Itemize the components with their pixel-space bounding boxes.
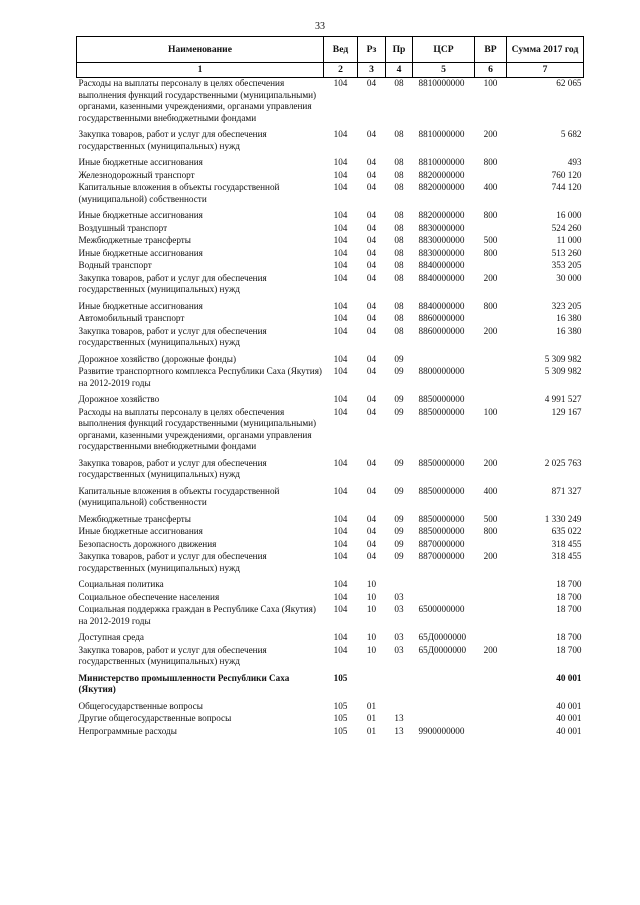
row-rz: 04 bbox=[366, 222, 377, 233]
row-rz: 04 bbox=[366, 169, 377, 180]
row-pr: 03 bbox=[394, 591, 404, 602]
row-rz: 01 bbox=[366, 725, 377, 736]
row-ved: 105 bbox=[333, 672, 348, 683]
row-vr: 400 bbox=[483, 485, 498, 496]
row-rz: 04 bbox=[366, 325, 377, 336]
row-vr: 200 bbox=[483, 272, 498, 283]
page-number: 33 bbox=[315, 21, 325, 32]
row-csr: 6500000000 bbox=[418, 604, 465, 614]
column-number: 2 bbox=[324, 63, 358, 78]
table-row bbox=[77, 407, 584, 458]
row-ved: 104 bbox=[333, 182, 348, 192]
row-pr: 08 bbox=[394, 182, 404, 192]
row-ved: 104 bbox=[333, 591, 348, 602]
row-vr: 400 bbox=[483, 182, 498, 192]
row-name: Закупка товаров, работ и услуг для обеспечения государственных (муниципальных) нужд bbox=[78, 644, 267, 666]
row-name: Дорожное хозяйство (дорожные фонды) bbox=[78, 353, 237, 364]
table-row bbox=[77, 366, 584, 394]
row-pr: 03 bbox=[394, 632, 404, 642]
row-vr: 500 bbox=[483, 513, 498, 524]
row-name: Иные бюджетные ассигнования bbox=[78, 210, 203, 220]
table-row bbox=[77, 604, 584, 632]
row-ved: 104 bbox=[333, 222, 348, 233]
row-pr: 08 bbox=[394, 260, 404, 270]
row-name: Межбюджетные трансферты bbox=[78, 513, 191, 524]
row-ved: 104 bbox=[333, 157, 348, 167]
row-vr bbox=[475, 366, 507, 394]
row-rz: 04 bbox=[366, 485, 377, 496]
row-ved: 104 bbox=[333, 325, 348, 336]
row-name: Непрограммные расходы bbox=[78, 725, 177, 736]
row-name: Доступная среда bbox=[78, 632, 144, 642]
row-vr: 200 bbox=[483, 325, 498, 336]
row-vr bbox=[475, 223, 507, 236]
row-rz: 04 bbox=[366, 235, 377, 245]
row-name: Социальная поддержка граждан в Республике Саха (Якутия) на 2012-2019 годы bbox=[78, 604, 316, 626]
row-pr bbox=[386, 673, 413, 701]
row-ved: 104 bbox=[333, 485, 348, 496]
row-csr: 8810000000 bbox=[418, 129, 465, 139]
row-pr: 08 bbox=[394, 157, 404, 167]
table-row bbox=[77, 182, 584, 210]
row-pr: 09 bbox=[394, 513, 404, 524]
row-name: Другие общегосударственные вопросы bbox=[78, 713, 232, 723]
row-pr: 08 bbox=[394, 272, 404, 283]
table-body bbox=[77, 78, 584, 739]
row-ved: 104 bbox=[333, 210, 348, 220]
row-pr: 03 bbox=[394, 644, 404, 655]
row-rz: 10 bbox=[366, 591, 377, 602]
table-row bbox=[77, 129, 584, 157]
row-ved: 104 bbox=[333, 129, 348, 139]
row-pr: 08 bbox=[394, 169, 404, 180]
header-rz: Рз bbox=[358, 37, 386, 63]
row-vr bbox=[475, 354, 507, 367]
row-rz: 04 bbox=[366, 551, 377, 561]
table-row bbox=[77, 632, 584, 645]
column-number-row bbox=[77, 63, 584, 78]
row-csr: 8830000000 bbox=[418, 247, 465, 258]
row-csr: 8840000000 bbox=[418, 260, 465, 270]
row-ved: 104 bbox=[333, 579, 348, 589]
row-rz: 04 bbox=[366, 300, 377, 311]
row-vr: 100 bbox=[483, 406, 498, 417]
row-vr bbox=[475, 539, 507, 552]
row-csr: 65Д0000000 bbox=[418, 632, 467, 642]
row-sum: 318 455 bbox=[551, 551, 582, 561]
table-row bbox=[77, 313, 584, 326]
row-sum: 18 700 bbox=[556, 604, 582, 614]
row-sum: 524 260 bbox=[551, 222, 582, 233]
row-vr: 100 bbox=[483, 78, 498, 88]
header-vr: ВР bbox=[475, 37, 507, 63]
row-pr: 08 bbox=[394, 78, 404, 88]
row-sum: 18 700 bbox=[556, 644, 582, 655]
row-vr: 200 bbox=[483, 644, 498, 655]
row-name: Капитальные вложения в объекты государственной (муниципальной) собственности bbox=[78, 485, 280, 507]
header-name: Наименование bbox=[77, 37, 324, 63]
row-csr bbox=[413, 701, 475, 714]
table-row bbox=[77, 701, 584, 714]
row-name: Воздушный транспорт bbox=[78, 222, 168, 233]
row-pr: 13 bbox=[394, 725, 404, 736]
row-ved: 104 bbox=[333, 313, 348, 323]
row-ved: 104 bbox=[333, 353, 348, 364]
column-number: 3 bbox=[358, 63, 386, 78]
row-rz: 10 bbox=[366, 579, 377, 589]
row-pr: 13 bbox=[394, 713, 404, 723]
table-row bbox=[77, 170, 584, 183]
row-csr: 8850000000 bbox=[418, 526, 465, 536]
row-csr bbox=[413, 579, 475, 592]
row-name: Железнодорожный транспорт bbox=[78, 169, 195, 180]
row-vr bbox=[475, 604, 507, 632]
table-row bbox=[77, 539, 584, 552]
row-csr: 8870000000 bbox=[418, 551, 465, 561]
row-csr: 8800000000 bbox=[418, 366, 465, 376]
row-pr: 08 bbox=[394, 325, 404, 336]
row-sum: 18 700 bbox=[556, 632, 582, 642]
row-pr: 09 bbox=[394, 353, 404, 364]
row-sum: 40 001 bbox=[556, 725, 582, 736]
row-rz: 04 bbox=[366, 182, 377, 192]
header-ved: Вед bbox=[324, 37, 358, 63]
row-name: Общегосударственные вопросы bbox=[78, 700, 203, 711]
row-pr: 09 bbox=[394, 538, 404, 549]
table-row bbox=[77, 673, 584, 701]
row-name: Закупка товаров, работ и услуг для обеспечения государственных (муниципальных) нужд bbox=[78, 129, 267, 151]
row-csr bbox=[413, 354, 475, 367]
row-sum: 40 001 bbox=[556, 700, 582, 711]
row-ved: 104 bbox=[333, 394, 348, 404]
row-sum: 16 380 bbox=[556, 325, 582, 336]
column-number: 6 bbox=[475, 63, 507, 78]
row-sum: 4 991 527 bbox=[544, 394, 582, 404]
row-name: Иные бюджетные ассигнования bbox=[78, 247, 203, 258]
row-sum: 40 001 bbox=[556, 713, 582, 723]
row-pr: 08 bbox=[394, 222, 404, 233]
row-vr bbox=[475, 713, 507, 726]
row-ved: 104 bbox=[333, 247, 348, 258]
row-rz: 04 bbox=[366, 260, 377, 270]
row-csr: 8840000000 bbox=[418, 272, 465, 283]
row-vr bbox=[475, 579, 507, 592]
table-row bbox=[77, 260, 584, 273]
row-rz: 04 bbox=[366, 353, 377, 364]
row-ved: 104 bbox=[333, 260, 348, 270]
row-csr: 8830000000 bbox=[418, 235, 465, 245]
row-pr bbox=[386, 701, 413, 714]
row-csr: 8860000000 bbox=[418, 325, 465, 336]
row-csr: 8850000000 bbox=[418, 457, 465, 468]
table-header-row bbox=[77, 37, 584, 63]
row-sum: 30 000 bbox=[556, 272, 582, 283]
row-sum: 18 700 bbox=[556, 579, 582, 589]
row-ved: 104 bbox=[333, 78, 348, 88]
row-name: Развитие транспортного комплекса Республики Саха (Якутия) на 2012-2019 годы bbox=[78, 366, 322, 388]
column-number: 5 bbox=[413, 63, 475, 78]
row-vr bbox=[475, 170, 507, 183]
row-vr bbox=[475, 726, 507, 739]
row-csr bbox=[413, 592, 475, 605]
table-row bbox=[77, 645, 584, 673]
row-name: Закупка товаров, работ и услуг для обеспечения государственных (муниципальных) нужд bbox=[78, 551, 267, 573]
row-csr: 8850000000 bbox=[418, 485, 465, 496]
row-name: Закупка товаров, работ и услуг для обеспечения государственных (муниципальных) нужд bbox=[78, 272, 267, 294]
row-pr: 08 bbox=[394, 300, 404, 311]
row-name: Межбюджетные трансферты bbox=[78, 235, 191, 245]
row-name: Закупка товаров, работ и услуг для обеспечения государственных (муниципальных) нужд bbox=[78, 457, 267, 479]
row-rz: 04 bbox=[366, 366, 377, 376]
row-pr bbox=[386, 579, 413, 592]
row-rz: 04 bbox=[366, 526, 377, 536]
row-vr bbox=[475, 673, 507, 701]
row-sum: 5 309 982 bbox=[544, 366, 582, 376]
row-csr: 9900000000 bbox=[418, 725, 465, 736]
table-row bbox=[77, 354, 584, 367]
row-csr: 65Д0000000 bbox=[418, 644, 467, 655]
row-rz: 01 bbox=[366, 700, 377, 711]
row-pr: 09 bbox=[394, 366, 404, 376]
row-pr: 09 bbox=[394, 457, 404, 468]
table-row bbox=[77, 235, 584, 248]
row-vr: 800 bbox=[483, 526, 498, 536]
row-rz: 04 bbox=[366, 247, 377, 258]
table-row bbox=[77, 526, 584, 539]
row-name: Водный транспорт bbox=[78, 260, 152, 270]
row-rz: 10 bbox=[366, 632, 377, 642]
row-vr bbox=[475, 313, 507, 326]
row-name: Иные бюджетные ассигнования bbox=[78, 526, 203, 536]
row-sum: 5 309 982 bbox=[544, 353, 582, 364]
row-pr: 08 bbox=[394, 235, 404, 245]
row-rz: 04 bbox=[366, 513, 377, 524]
row-ved: 104 bbox=[333, 644, 348, 655]
row-csr: 8850000000 bbox=[418, 513, 465, 524]
row-csr: 8820000000 bbox=[418, 169, 465, 180]
row-sum: 871 327 bbox=[551, 485, 582, 496]
table-row bbox=[77, 726, 584, 739]
row-name: Дорожное хозяйство bbox=[78, 394, 160, 404]
row-vr: 800 bbox=[483, 210, 498, 220]
row-sum: 40 001 bbox=[556, 672, 582, 683]
row-rz bbox=[358, 673, 386, 701]
row-name: Социальная политика bbox=[78, 579, 164, 589]
row-pr: 08 bbox=[394, 313, 404, 323]
row-rz: 04 bbox=[366, 129, 377, 139]
table-row bbox=[77, 301, 584, 314]
row-sum: 353 205 bbox=[551, 260, 582, 270]
row-csr: 8810000000 bbox=[418, 78, 465, 88]
row-csr: 8870000000 bbox=[418, 538, 465, 549]
table-row bbox=[77, 248, 584, 261]
row-vr bbox=[475, 260, 507, 273]
row-sum: 16 000 bbox=[556, 210, 582, 220]
table-row bbox=[77, 394, 584, 407]
row-rz: 04 bbox=[366, 538, 377, 549]
row-sum: 18 700 bbox=[556, 591, 582, 602]
table-row bbox=[77, 713, 584, 726]
table-row bbox=[77, 551, 584, 579]
table-row bbox=[77, 210, 584, 223]
row-csr: 8840000000 bbox=[418, 300, 465, 311]
header-pr: Пр bbox=[386, 37, 413, 63]
row-pr: 09 bbox=[394, 394, 404, 404]
row-ved: 104 bbox=[333, 526, 348, 536]
header-csr: ЦСР bbox=[413, 37, 475, 63]
row-vr: 200 bbox=[483, 457, 498, 468]
table-row bbox=[77, 273, 584, 301]
row-ved: 104 bbox=[333, 551, 348, 561]
row-ved: 104 bbox=[333, 366, 348, 376]
row-name: Расходы на выплаты персоналу в целях обеспечения выполнения функций государственными (муниципальными) органами, казенными учреждениями, органами управления государственными внебюджетными фондами bbox=[78, 406, 317, 451]
row-ved: 104 bbox=[333, 632, 348, 642]
row-csr: 8810000000 bbox=[418, 157, 465, 167]
row-ved: 104 bbox=[333, 406, 348, 417]
table-row bbox=[77, 78, 584, 130]
row-pr: 09 bbox=[394, 485, 404, 496]
row-pr: 08 bbox=[394, 210, 404, 220]
header-sum: Сумма 2017 год bbox=[507, 37, 584, 63]
row-sum: 760 120 bbox=[551, 169, 582, 180]
row-sum: 1 330 249 bbox=[544, 513, 582, 524]
row-sum: 2 025 763 bbox=[544, 457, 582, 468]
column-number: 1 bbox=[77, 63, 324, 78]
row-vr bbox=[475, 394, 507, 407]
row-ved: 105 bbox=[333, 713, 348, 723]
table-row bbox=[77, 486, 584, 514]
row-ved: 104 bbox=[333, 538, 348, 549]
table-row bbox=[77, 592, 584, 605]
row-ved: 104 bbox=[333, 457, 348, 468]
row-rz: 04 bbox=[366, 157, 377, 167]
row-sum: 129 167 bbox=[551, 406, 582, 417]
row-sum: 11 000 bbox=[556, 235, 582, 245]
row-ved: 104 bbox=[333, 513, 348, 524]
row-pr: 09 bbox=[394, 551, 404, 561]
row-csr: 8850000000 bbox=[418, 406, 465, 417]
row-csr: 8820000000 bbox=[418, 210, 465, 220]
row-ved: 104 bbox=[333, 272, 348, 283]
column-number: 7 bbox=[507, 63, 584, 78]
row-csr bbox=[413, 673, 475, 701]
row-pr: 03 bbox=[394, 604, 404, 614]
row-sum: 493 bbox=[567, 157, 582, 167]
row-rz: 04 bbox=[366, 272, 377, 283]
table-row bbox=[77, 458, 584, 486]
row-sum: 318 455 bbox=[551, 538, 582, 549]
row-rz: 04 bbox=[366, 313, 377, 323]
row-csr: 8820000000 bbox=[418, 182, 465, 192]
row-ved: 105 bbox=[333, 725, 348, 736]
row-ved: 104 bbox=[333, 235, 348, 245]
row-vr bbox=[475, 632, 507, 645]
row-csr: 8830000000 bbox=[418, 222, 465, 233]
row-rz: 04 bbox=[366, 78, 377, 88]
row-sum: 635 022 bbox=[551, 526, 582, 536]
row-rz: 04 bbox=[366, 406, 377, 417]
row-pr: 09 bbox=[394, 526, 404, 536]
row-name: Безопасность дорожного движения bbox=[78, 538, 217, 549]
table-row bbox=[77, 579, 584, 592]
row-vr bbox=[475, 592, 507, 605]
row-vr: 800 bbox=[483, 247, 498, 258]
column-number: 4 bbox=[386, 63, 413, 78]
row-rz: 04 bbox=[366, 210, 377, 220]
row-pr: 08 bbox=[394, 129, 404, 139]
row-sum: 744 120 bbox=[551, 182, 582, 192]
table-row bbox=[77, 223, 584, 236]
row-ved: 104 bbox=[333, 604, 348, 614]
budget-table bbox=[76, 36, 584, 738]
row-rz: 04 bbox=[366, 394, 377, 404]
row-ved: 104 bbox=[333, 300, 348, 311]
table-row bbox=[77, 157, 584, 170]
row-pr: 09 bbox=[394, 406, 404, 417]
row-sum: 16 380 bbox=[556, 313, 582, 323]
row-csr: 8850000000 bbox=[418, 394, 465, 404]
row-vr bbox=[475, 701, 507, 714]
row-rz: 10 bbox=[366, 644, 377, 655]
row-name: Министерство промышленности Республики Саха (Якутия) bbox=[78, 672, 290, 694]
row-name: Социальное обеспечение населения bbox=[78, 591, 220, 602]
row-name: Капитальные вложения в объекты государственной (муниципальной) собственности bbox=[78, 182, 280, 204]
row-name: Расходы на выплаты персоналу в целях обеспечения выполнения функций государственными (муниципальными) органами, казенными учреждениями, органами управления государственными внебюджетными фондами bbox=[78, 78, 317, 123]
table-row bbox=[77, 326, 584, 354]
row-name: Иные бюджетные ассигнования bbox=[78, 300, 203, 311]
row-rz: 04 bbox=[366, 457, 377, 468]
row-ved: 105 bbox=[333, 700, 348, 711]
row-name: Автомобильный транспорт bbox=[78, 313, 185, 323]
row-sum: 5 682 bbox=[560, 129, 582, 139]
row-vr: 200 bbox=[483, 551, 498, 561]
row-rz: 10 bbox=[366, 604, 377, 614]
row-csr: 8860000000 bbox=[418, 313, 465, 323]
row-vr: 800 bbox=[483, 300, 498, 311]
row-vr: 200 bbox=[483, 129, 498, 139]
row-ved: 104 bbox=[333, 169, 348, 180]
row-csr bbox=[413, 713, 475, 726]
table-row bbox=[77, 514, 584, 527]
row-rz: 01 bbox=[366, 713, 377, 723]
row-sum: 513 260 bbox=[551, 247, 582, 258]
row-name: Закупка товаров, работ и услуг для обеспечения государственных (муниципальных) нужд bbox=[78, 325, 267, 347]
row-sum: 323 205 bbox=[551, 300, 582, 311]
row-name: Иные бюджетные ассигнования bbox=[78, 157, 203, 167]
row-sum: 62 065 bbox=[556, 78, 582, 88]
row-vr: 800 bbox=[483, 157, 498, 167]
row-vr: 500 bbox=[483, 235, 498, 245]
row-pr: 08 bbox=[394, 247, 404, 258]
